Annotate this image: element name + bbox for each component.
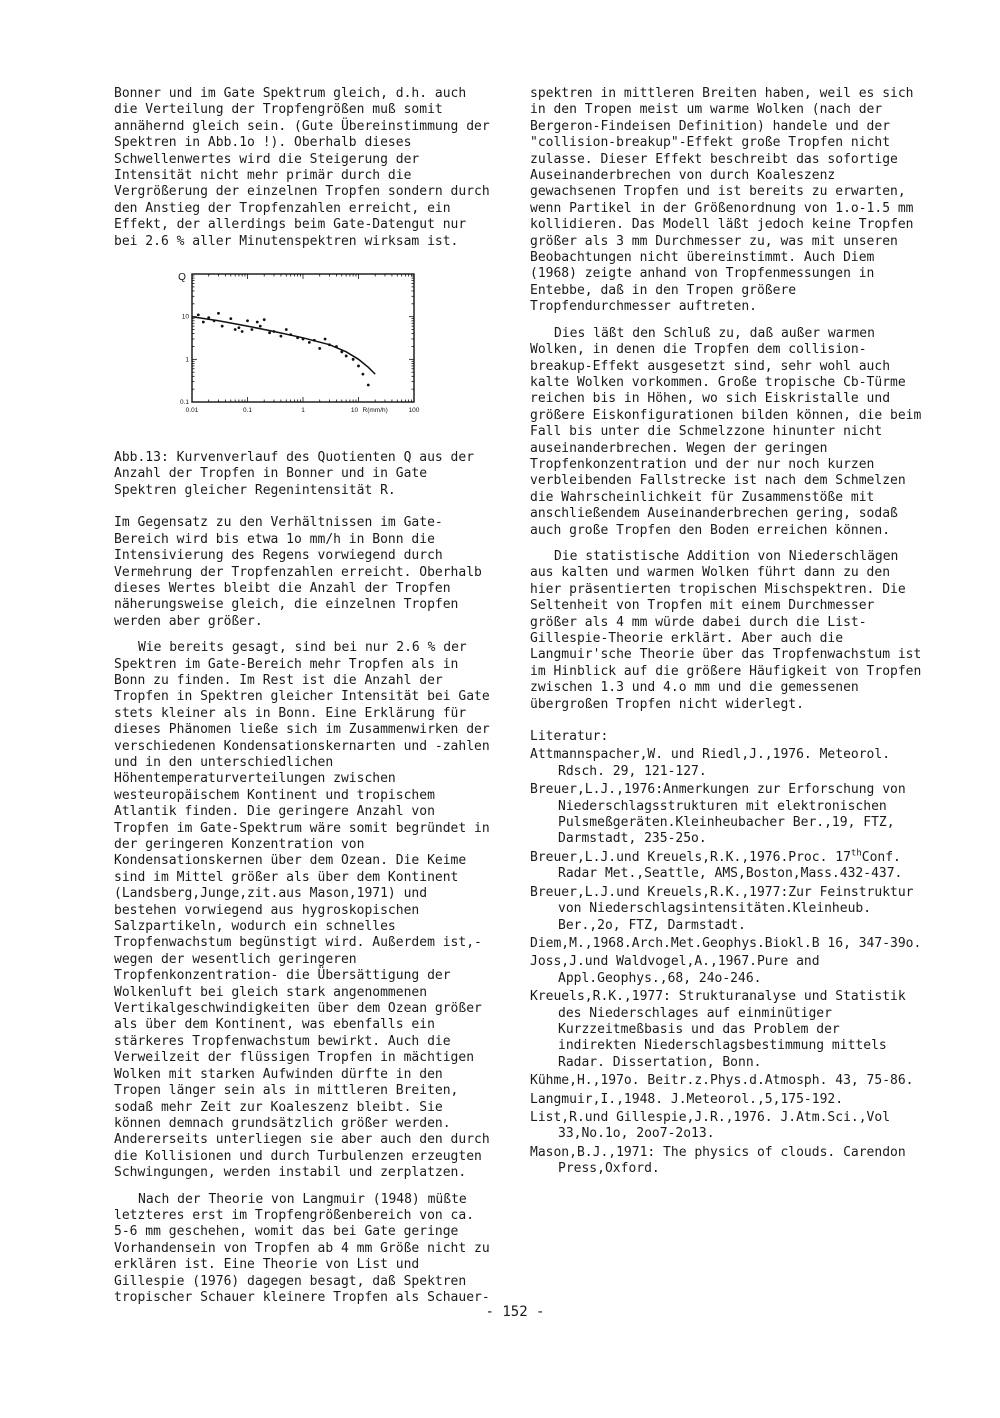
data-point <box>250 328 253 331</box>
y-axis-label: Q <box>178 272 186 284</box>
data-point <box>268 331 271 334</box>
page-number: - 152 - <box>485 1304 545 1320</box>
data-point <box>340 350 343 353</box>
reference-item <box>530 850 922 883</box>
reference-superscript: th <box>850 848 862 859</box>
reference-item: Attmannspacher,W. und Riedl,J.,1976. Meteorol. Rdsch. 29, 121-127. <box>530 747 891 779</box>
data-point <box>357 365 360 368</box>
paragraph: Nach der Theorie von Langmuir (1948) müßte letzteres erst im Tropfengrößenbereich von ca. 5-6 mm geschehen, womit das bei Gate geringe Vorhandensein von Tropfen ab 4 mm Größe nicht zu erklären ist. Eine Theorie von List und Gillespie (1976) dagegen besagt, daß Spektren tropischer Schauer kleinere Tropfen als Schauer- <box>114 1191 490 1305</box>
data-point <box>302 338 305 341</box>
y-tick-label: 1 <box>185 356 189 364</box>
references-title: Literatur: <box>530 729 609 745</box>
data-point <box>213 319 216 322</box>
reference-text: Conf. Radar Met.,Seattle, AMS,Boston,Mass.432-437. <box>558 849 903 882</box>
data-point <box>246 319 249 322</box>
data-point <box>273 330 276 333</box>
figure-caption: Abb.13: Kurvenverlauf des Quotienten Q aus der Anzahl der Tropfen in Bonner und in Gate Spektren gleicher Regenintensität R. <box>114 450 475 498</box>
data-point <box>221 325 224 328</box>
data-point <box>280 335 283 338</box>
figure-abb13 <box>114 262 496 442</box>
data-point <box>263 318 266 321</box>
reference-text: Breuer,L.J.und Kreuels,R.K.,1976.Proc. 17 <box>530 849 851 865</box>
data-point <box>345 355 348 358</box>
right-column <box>530 86 922 1180</box>
data-point <box>318 347 321 350</box>
paragraph: spektren in mittleren Breiten haben, weil es sich in den Tropen meist um warme Wolken (nach der Bergeron-Findeisen Definition) handele und der "collision-breakup"-Effekt große Tropfen nicht zulasse. Dieser Effekt beschreibt das sofortige Auseinanderbrechen von durch Koaleszenz gewachsenen Tropfen und ist bereits zu erwarten, wenn Partikel in der Größenordnung von 1.o-1.5 mm kollidieren. Das Modell läßt jedoch keine Tropfen größer als 3 mm Durchmesser zu, was mit unseren Beobachtungen nicht übereinstimmt. Auch Diem (1968) zeigte anhand von Tropfenmessungen in Entebbe, daß in den Tropen größere Tropfendurchmesser auftreten. <box>530 86 914 315</box>
reference-item: Kreuels,R.K.,1977: Strukturanalyse und Statistik des Niederschlages auf einminütiger Kurzzeitmeßbasis und das Problem der indirekten Niederschlagsbestimmung mittels Radar. Dissertation, Bonn. <box>530 989 906 1070</box>
fitted-curve <box>192 317 375 374</box>
left-column <box>114 86 496 1306</box>
data-point <box>234 328 237 331</box>
reference-item: Langmuir,I.,1948. J.Meteorol.,5,175-192. <box>530 1091 844 1107</box>
q-ratio-chart <box>114 262 496 442</box>
paragraph: Die statistische Addition von Niederschlägen aus kalten und warmen Wolken führt dann zu den hier präsentierten tropischen Mischspektren. Die Seltenheit von Tropfen mit einem Durchmesser größer als 4 mm würde dabei durch die List-Gillespie-Theorie erklärt. Aber auch die Langmuir'sche Theorie über das Tropfenwachstum ist im Hinblick auf die größere Häufigkeit von Tropfen zwischen 1.3 und 4.o mm und die gemessenen übergroßen Tropfen nicht widerlegt. <box>530 548 922 712</box>
data-point <box>229 317 232 320</box>
data-point <box>335 345 338 348</box>
data-point <box>328 343 331 346</box>
x-tick-label: 0.01 <box>185 407 199 415</box>
data-point <box>256 321 259 324</box>
data-point <box>289 333 292 336</box>
reference-item: Diem,M.,1968.Arch.Met.Geophys.Biokl.B 16, 347-39o. <box>530 935 922 951</box>
data-point <box>202 321 205 324</box>
reference-item: Breuer,L.J.,1976:Anmerkungen zur Erforschung von Niederschlagsstrukturen mit elektronischen Pulsmeßgeräten.Kleinheubacher Ber.,19, FTZ, Darmstadt, 235-25o. <box>530 782 906 847</box>
reference-item: Kühme,H.,197o. Beitr.z.Phys.d.Atmosph. 43, 75-86. <box>530 1073 914 1089</box>
x-tick-label: 1 <box>301 407 305 415</box>
data-point <box>241 330 244 333</box>
x-tick-label: 100 <box>408 407 420 415</box>
reference-item: Joss,J.und Waldvogel,A.,1967.Pure and Appl.Geophys.,68, 24o-246. <box>530 954 820 986</box>
data-point <box>217 312 220 315</box>
paragraph: Dies läßt den Schluß zu, daß außer warmen Wolken, in denen die Tropfen dem collision-breakup-Effekt ausgesetzt sind, sehr wohl auch kalte Wolken vorkommen. Große tropische Cb-Türme reichen bis in Höhen, wo sich Eiskristalle und größere Eiskonfigurationen bilden können, die beim Fall bis unter die Schmelzzone hinunter nicht auseinanderbrechen. Wegen der geringen Tropfenkonzentration und der nur noch kurzen verbleibenden Fallstrecke ist nach dem Schmelzen die Wahrscheinlichkeit für Zusammenstöße mit anschließendem Auseinanderbrechen gering, sodaß auch große Tropfen den Boden erreichen können. <box>530 325 922 538</box>
data-point <box>361 373 364 376</box>
data-point <box>197 314 200 317</box>
data-point <box>207 316 210 319</box>
data-point <box>296 336 299 339</box>
reference-item: Mason,B.J.,1971: The physics of clouds. Carendon Press,Oxford. <box>530 1144 906 1177</box>
paragraph: Bonner und im Gate Spektrum gleich, d.h. auch die Verteilung der Tropfengrößen muß somit annähernd gleich sein. (Gute Übereinstimmung der Spektren in Abb.1o !). Oberhalb dieses Schwellenwertes wird die Steigerung der Intensität nicht mehr primär durch die Vergrößerung der einzelnen Tropfen sondern durch den Anstieg der Tropfenzahlen erreicht, ein Effekt, der allerdings beim Gate-Datengut nur bei 2.6 % aller Minutenspektren wirksam ist. <box>114 86 490 249</box>
data-point <box>352 358 355 361</box>
data-point <box>285 328 288 331</box>
reference-item: List,R.und Gillespie,J.R.,1976. J.Atm.Sci.,Vol 33,No.1o, 2oo7-2o13. <box>530 1109 891 1142</box>
x-tick-label: 10 <box>350 407 359 415</box>
data-point <box>238 326 241 329</box>
references-list <box>530 747 922 1177</box>
data-point <box>313 339 316 342</box>
paragraph: Wie bereits gesagt, sind bei nur 2.6 % der Spektren im Gate-Bereich mehr Tropfen als in Bonn zu finden. Im Rest ist die Anzahl der Tropfen in Spektren gleicher Intensität bei Gate stets kleiner als in Bonn. Eine Erklärung für dieses Phänomen ließe sich im Zusammenwirken der verschiedenen Kondensationskernarten und -zahlen und in den unterschiedlichen Höhentemperaturverteilungen zwischen westeuropäischem Kontinent und tropischem Atlantik finden. Die geringere Anzahl von Tropfen im Gate-Spektrum wäre somit begründet in der geringeren Konzentration von Kondensationskernen über dem Ozean. Die Keime sind im Mittel größer als über dem Kontinent (Landsberg,Junge,zit.aus Mason,1971) und bestehen vorwiegend aus hygroskopischen Salzpartikeln, wodurch ein schnelles Tropfenwachstum begünstigt wird. Außerdem ist,-wegen der wesentlich geringeren Tropfenkonzentration- die Übersättigung der Wolkenluft bei gleich stark angenommenen Vertikalgeschwindigkeiten über dem Ozean größer als über dem Kontinent, was ebenfalls ein stärkeres Tropfenwachstum bewirkt. Auch die Verweilzeit der flüssigen Tropfen in mächtigen Wolken mit starken Aufwinden dürfte in den Tropen länger sein als in mittleren Breiten, sodaß mehr Zeit zur Koaleszenz bleibt. Sie können demnach grundsätzlich größer werden. Andererseits unterliegen sie aber auch den durch die Kollisionen und durch Turbulenzen erzeugten Schwingungen, werden instabil und zerplatzen. <box>114 640 490 1181</box>
data-point <box>308 341 311 344</box>
reference-item: Breuer,L.J.und Kreuels,R.K.,1977:Zur Feinstruktur von Niederschlagsintensitäten.Kleinheub. Ber.,2o, FTZ, Darmstadt. <box>530 884 914 933</box>
data-point <box>259 325 262 328</box>
x-tick-label: 0.1 <box>242 407 253 415</box>
data-point <box>367 384 370 387</box>
y-tick-label: 0.1 <box>179 399 189 407</box>
x-axis-label: R(mm/h) <box>362 407 388 415</box>
paragraph: Im Gegensatz zu den Verhältnissen im Gate-Bereich wird bis etwa 1o mm/h in Bonn die Intensivierung des Regens vorwiegend durch Vermehrung der Tropfenzahlen erreicht. Oberhalb dieses Wertes bleibt die Anzahl der Tropfen näherungsweise gleich, die einzelnen Tropfen werden aber größer. <box>114 515 482 629</box>
y-tick-label: 10 <box>181 313 189 321</box>
data-point <box>324 338 327 341</box>
